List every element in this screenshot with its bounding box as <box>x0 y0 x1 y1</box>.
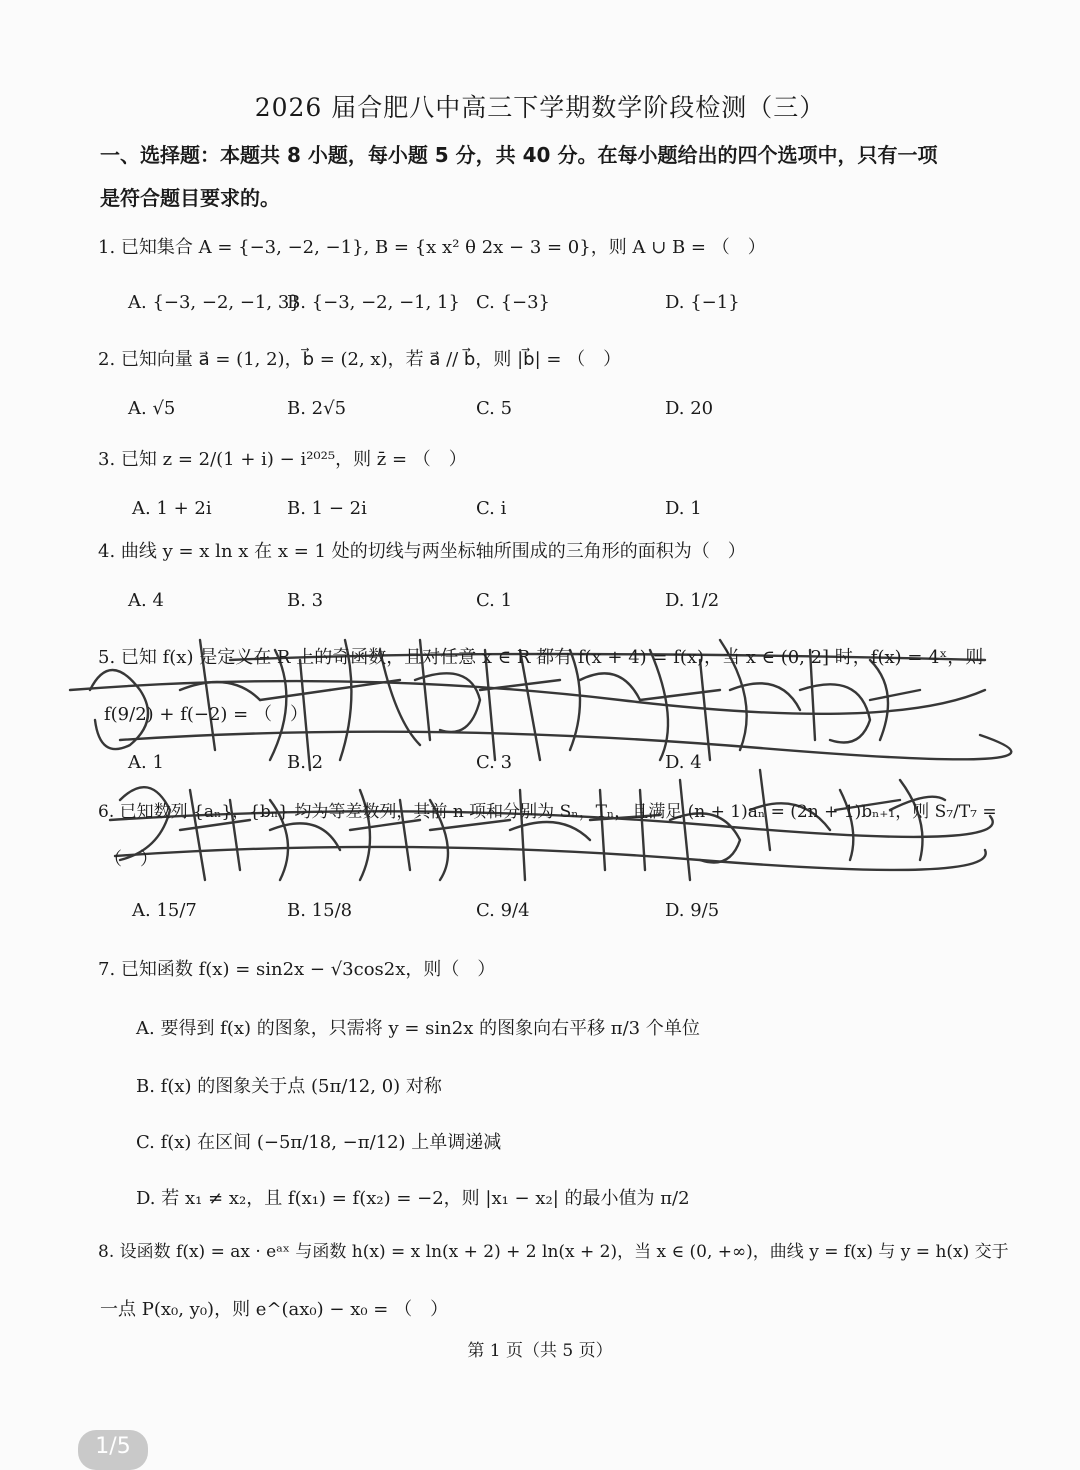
question-1-option-b: B. {−3, −2, −1, 1} <box>287 292 460 313</box>
question-4-option-c: C. 1 <box>476 590 513 611</box>
question-5-stem-line2: f(9/2) + f(−2) = （ ） <box>104 704 308 725</box>
question-6-option-b: B. 15/8 <box>287 900 353 921</box>
question-5-stem: 5. 已知 f(x) 是定义在 R 上的奇函数，且对任意 x ∈ R 都有 f(x + 4) = f(x)，当 x ∈ (0, 2] 时，f(x) = 4ˣ，则 <box>98 647 984 668</box>
question-7-option-a: A. 要得到 f(x) 的图象，只需将 y = sin2x 的图象向右平移 π/3 个单位 <box>136 1018 700 1039</box>
question-5-option-b: B. 2 <box>287 752 324 773</box>
page-indicator: 1/5 <box>78 1430 148 1470</box>
question-3-option-a: A. 1 + 2i <box>132 498 212 519</box>
question-3-option-c: C. i <box>476 498 507 519</box>
question-6-stem: 6. 已知数列 {aₙ}，{bₙ} 均为等差数列，其前 n 项和分别为 Sₙ，Tₙ，且满足 (n + 1)aₙ = (2n + 1)bₙ₊₁，则 S₇/T₇ = <box>98 802 997 822</box>
question-5-option-c: C. 3 <box>476 752 513 773</box>
question-4-stem: 4. 曲线 y = x ln x 在 x = 1 处的切线与两坐标轴所围成的三角形的面积为（ ） <box>98 541 746 562</box>
question-3-stem: 3. 已知 z = 2/(1 + i) − i²⁰²⁵，则 z̄ = （ ） <box>98 449 467 470</box>
question-6-option-d: D. 9/5 <box>665 900 720 921</box>
question-7-option-c: C. f(x) 在区间 (−5π/18, −π/12) 上单调递减 <box>136 1132 502 1153</box>
question-8-stem-line2: 一点 P(x₀, y₀)，则 e^(ax₀) − x₀ = （ ） <box>100 1299 449 1320</box>
question-4-option-a: A. 4 <box>128 590 164 611</box>
question-8-stem: 8. 设函数 f(x) = ax · eᵃˣ 与函数 h(x) = x ln(x + 2) + 2 ln(x + 2)，当 x ∈ (0, +∞)，曲线 y = f(x) 与 y = h(x) 交于 <box>98 1242 1009 1262</box>
question-5-option-a: A. 1 <box>128 752 164 773</box>
question-6-stem-line2: （ ） <box>104 849 158 870</box>
question-2-option-d: D. 20 <box>665 398 714 419</box>
page-footer: 第 1 页（共 5 页） <box>467 1341 613 1361</box>
question-2-option-a: A. √5 <box>128 398 176 419</box>
question-2-option-b: B. 2√5 <box>287 398 347 419</box>
page-title: 2026 届合肥八中高三下学期数学阶段检测（三） <box>254 93 826 122</box>
question-1-stem: 1. 已知集合 A = {−3, −2, −1}, B = {x x² θ 2x − 3 = 0}，则 A ∪ B = （ ） <box>98 237 766 258</box>
question-6-option-c: C. 9/4 <box>476 900 530 921</box>
question-7-option-d: D. 若 x₁ ≠ x₂，且 f(x₁) = f(x₂) = −2，则 |x₁ − x₂| 的最小值为 π/2 <box>136 1188 690 1209</box>
question-4-option-d: D. 1/2 <box>665 590 720 611</box>
question-1-option-c: C. {−3} <box>476 292 551 313</box>
question-1-option-d: D. {−1} <box>665 292 740 313</box>
question-3-option-b: B. 1 − 2i <box>287 498 367 519</box>
section-heading-line2: 是符合题目要求的。 <box>100 186 280 210</box>
question-3-option-d: D. 1 <box>665 498 702 519</box>
section-heading-line1: 一、选择题：本题共 8 小题，每小题 5 分，共 40 分。在每小题给出的四个选项中，只有一项 <box>100 143 938 167</box>
question-4-option-b: B. 3 <box>287 590 324 611</box>
question-2-stem: 2. 已知向量 a⃗ = (1, 2)，b⃗ = (2, x)，若 a⃗ // b⃗，则 |b⃗| = （ ） <box>98 349 622 370</box>
question-7-stem: 7. 已知函数 f(x) = sin2x − √3cos2x，则（ ） <box>98 959 496 980</box>
question-1-option-a: A. {−3, −2, −1, 3} <box>128 292 301 313</box>
question-2-option-c: C. 5 <box>476 398 513 419</box>
question-5-option-d: D. 4 <box>665 752 702 773</box>
question-7-option-b: B. f(x) 的图象关于点 (5π/12, 0) 对称 <box>136 1076 442 1097</box>
question-6-option-a: A. 15/7 <box>132 900 197 921</box>
